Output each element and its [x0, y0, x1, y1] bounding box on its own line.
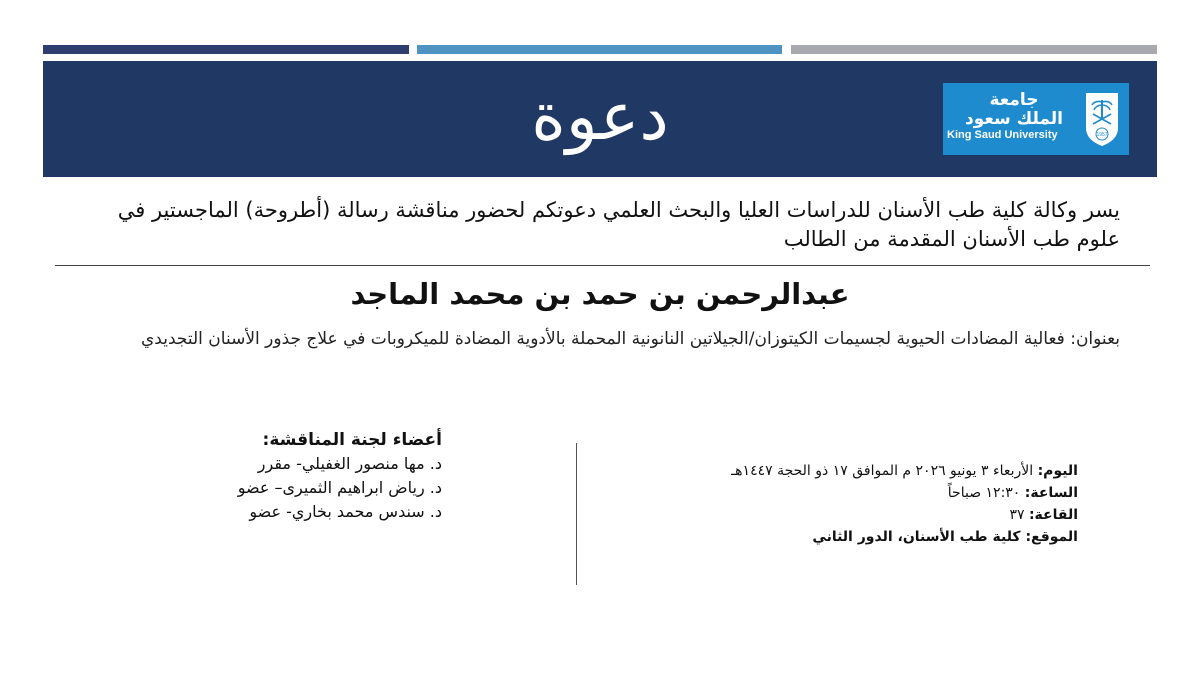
committee-heading: أعضاء لجنة المناقشة:	[262, 430, 442, 450]
accent-bar-dark	[43, 45, 409, 54]
hall-value: ٣٧	[1009, 507, 1025, 523]
time-label: الساعة:	[1024, 485, 1078, 501]
subject-text: فعالية المضادات الحيوية لجسيمات الكيتوزان/الجيلاتين النانونية المحملة بالأدوية المضادة للميكروبات في علاج جذور الأسنان التجديدي	[141, 329, 1065, 349]
hall-row	[618, 504, 1078, 526]
palm-swords-emblem-icon	[1083, 90, 1121, 148]
location-value: كلية طب الأسنان، الدور الثاني	[812, 529, 1021, 545]
logo-year: 1957	[1096, 132, 1108, 138]
vertical-divider	[576, 443, 577, 585]
location-label: الموقع:	[1025, 529, 1078, 545]
logo-english-text: King Saud University	[947, 129, 1058, 141]
location-row	[618, 526, 1078, 548]
committee-member: د. سندس محمد بخاري- عضو	[249, 502, 442, 521]
thesis-subject	[80, 328, 1120, 350]
day-label: اليوم:	[1037, 463, 1078, 479]
event-details	[618, 460, 1078, 548]
subject-label: بعنوان:	[1070, 329, 1120, 349]
university-logo	[943, 83, 1129, 155]
horizontal-divider	[55, 265, 1150, 266]
page-title: دعوة	[531, 78, 669, 155]
committee-section	[112, 428, 442, 524]
logo-arabic-text	[953, 91, 1075, 129]
accent-bar-blue	[417, 45, 782, 54]
title-banner	[43, 61, 1157, 177]
logo-arabic-line-1: جامعة	[989, 90, 1039, 110]
day-value: الأربعاء ٣ يونيو ٢٠٢٦ م الموافق ١٧ ذو الحجة ١٤٤٧هـ	[731, 463, 1034, 479]
time-row	[618, 482, 1078, 504]
student-name: عبدالرحمن بن حمد بن محمد الماجد	[350, 277, 850, 311]
accent-bar-gray	[791, 45, 1157, 54]
day-row	[618, 460, 1078, 482]
time-value: ١٢:٣٠ صباحاً	[947, 485, 1021, 501]
logo-arabic-line-2: الملك سعود	[965, 109, 1063, 129]
committee-member: د. رياض ابراهيم الثميرى– عضو	[237, 478, 442, 497]
hall-label: القاعة:	[1028, 507, 1078, 523]
committee-member: د. مها منصور الغفيلي- مقرر	[257, 454, 442, 473]
invitation-intro: يسر وكالة كلية طب الأسنان للدراسات العليا والبحث العلمي دعوتكم لحضور مناقشة رسالة (أطروحة) الماجستير في علوم طب الأسنان المقدمة من الطالب	[117, 198, 1120, 251]
